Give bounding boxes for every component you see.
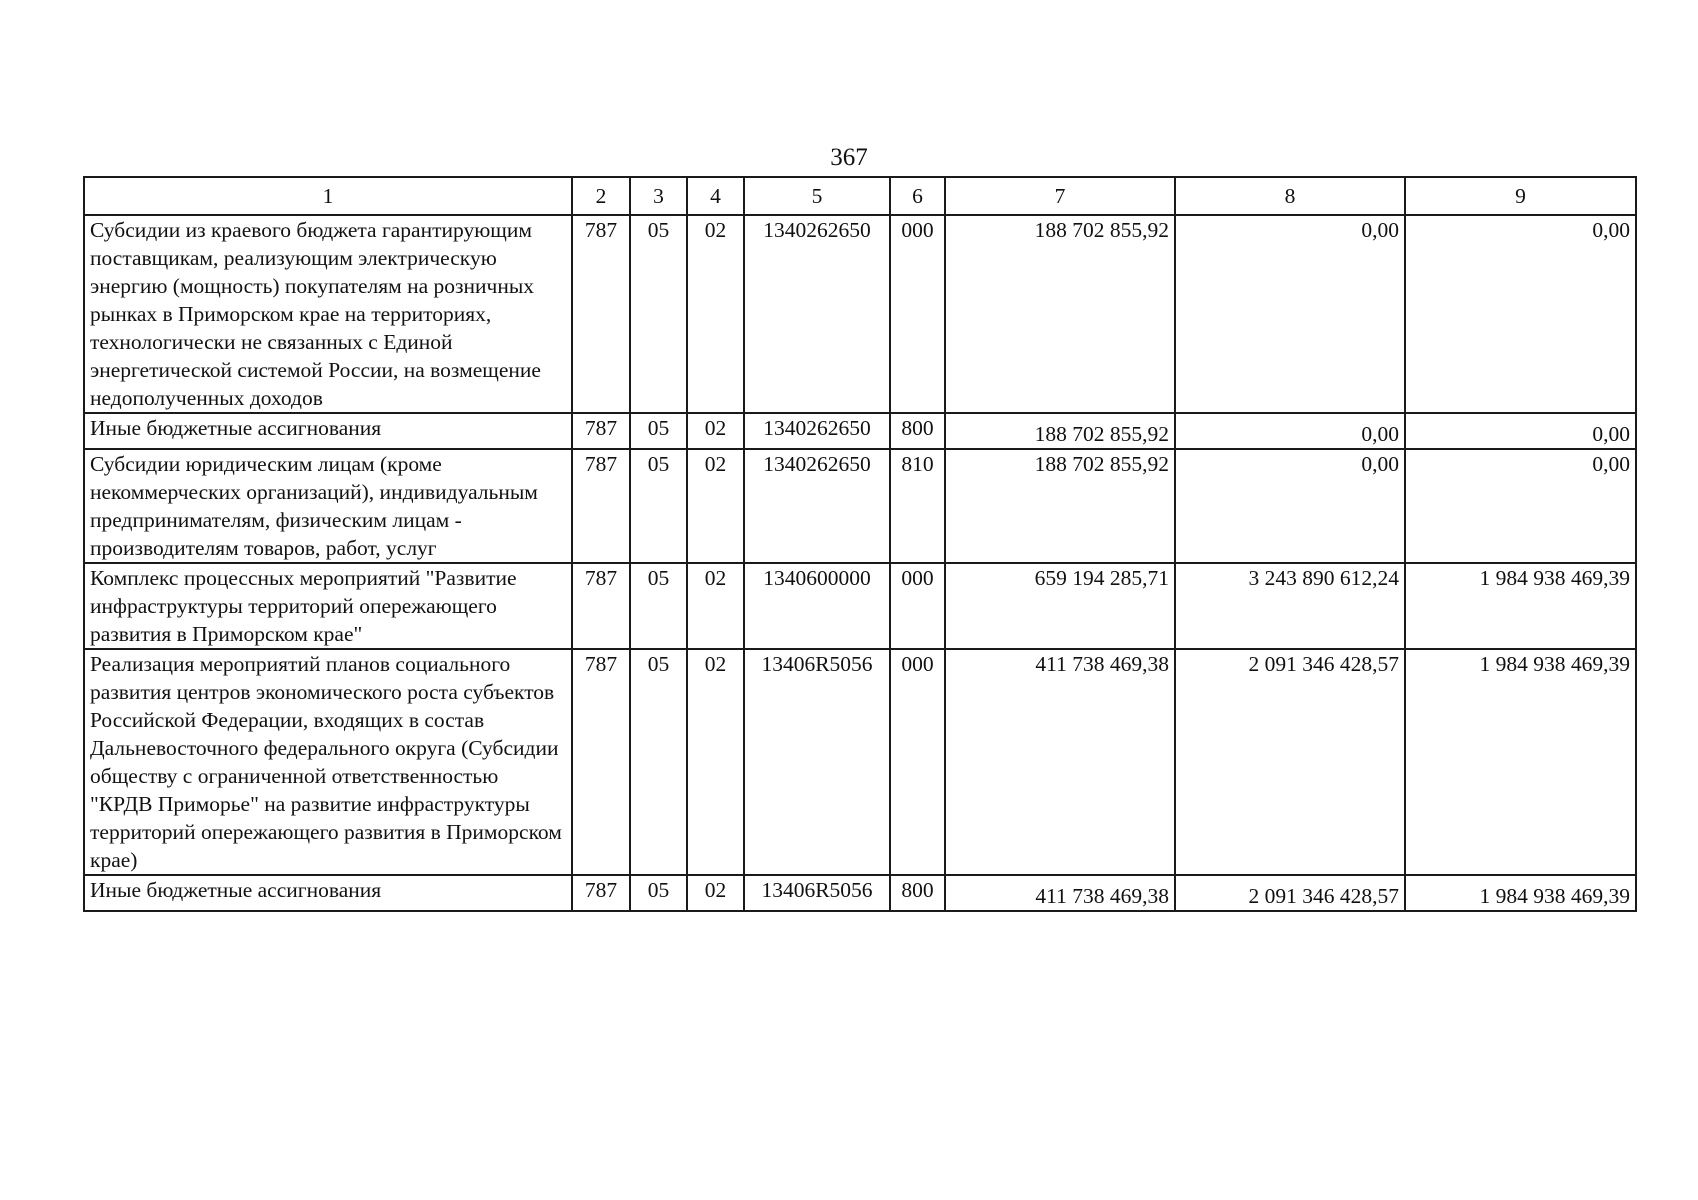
cell-subsection-code: 02 [687, 449, 744, 563]
column-header-3: 3 [630, 177, 687, 215]
cell-section-code: 05 [630, 649, 687, 875]
cell-ministry-code: 787 [572, 449, 630, 563]
cell-target-article: 1340600000 [744, 563, 890, 649]
row-name: Иные бюджетные ассигнования [84, 413, 572, 449]
cell-expense-type: 810 [890, 449, 945, 563]
cell-amount-col8: 2 091 346 428,57 [1175, 649, 1405, 875]
column-header-8: 8 [1175, 177, 1405, 215]
table-row [84, 215, 1636, 413]
cell-amount-col8: 0,00 [1175, 449, 1405, 563]
cell-ministry-code: 787 [572, 649, 630, 875]
cell-ministry-code: 787 [572, 413, 630, 449]
cell-amount-col9: 1 984 938 469,39 [1405, 649, 1636, 875]
cell-subsection-code: 02 [687, 563, 744, 649]
cell-amount-col7: 188 702 855,92 [945, 413, 1175, 449]
column-header-6: 6 [890, 177, 945, 215]
cell-expense-type: 800 [890, 875, 945, 911]
cell-section-code: 05 [630, 449, 687, 563]
cell-section-code: 05 [630, 875, 687, 911]
cell-section-code: 05 [630, 413, 687, 449]
cell-amount-col7: 188 702 855,92 [945, 215, 1175, 413]
table-row [84, 875, 1636, 911]
cell-amount-col8: 2 091 346 428,57 [1175, 875, 1405, 911]
cell-expense-type: 000 [890, 649, 945, 875]
cell-expense-type: 800 [890, 413, 945, 449]
cell-expense-type: 000 [890, 215, 945, 413]
row-name: Иные бюджетные ассигнования [84, 875, 572, 911]
cell-amount-col9: 1 984 938 469,39 [1405, 563, 1636, 649]
row-name: Субсидии из краевого бюджета гарантирующим поставщикам, реализующим электрическую энергию (мощность) покупателям на розничных рынках в Приморском крае на территориях, технологически не связанных с Единой энергетической системой России, на возмещение недополученных доходов [84, 215, 572, 413]
cell-ministry-code: 787 [572, 563, 630, 649]
row-name: Комплекс процессных мероприятий "Развитие инфраструктуры территорий опережающего развития в Приморском крае" [84, 563, 572, 649]
column-header-9: 9 [1405, 177, 1636, 215]
cell-target-article: 13406R5056 [744, 649, 890, 875]
cell-section-code: 05 [630, 563, 687, 649]
column-header-4: 4 [687, 177, 744, 215]
cell-target-article: 1340262650 [744, 413, 890, 449]
table-row [84, 413, 1636, 449]
cell-amount-col7: 188 702 855,92 [945, 449, 1175, 563]
cell-ministry-code: 787 [572, 215, 630, 413]
cell-subsection-code: 02 [687, 215, 744, 413]
table-row [84, 563, 1636, 649]
column-header-2: 2 [572, 177, 630, 215]
cell-target-article: 1340262650 [744, 215, 890, 413]
budget-table [83, 176, 1637, 912]
column-header-1: 1 [84, 177, 572, 215]
cell-amount-col8: 0,00 [1175, 215, 1405, 413]
cell-ministry-code: 787 [572, 875, 630, 911]
cell-amount-col9: 0,00 [1405, 449, 1636, 563]
cell-amount-col8: 0,00 [1175, 413, 1405, 449]
row-name: Реализация мероприятий планов социального развития центров экономического роста субъектов Российской Федерации, входящих в состав Дальневосточного федерального округа (Субсидии обществу с ограниченной ответственностью "КРДВ Приморье" на развитие инфраструктуры территорий опережающего развития в Приморском крае) [84, 649, 572, 875]
page-number: 367 [830, 144, 868, 171]
table-header-row [84, 177, 1636, 215]
cell-amount-col8: 3 243 890 612,24 [1175, 563, 1405, 649]
cell-amount-col7: 411 738 469,38 [945, 649, 1175, 875]
cell-target-article: 13406R5056 [744, 875, 890, 911]
cell-amount-col7: 411 738 469,38 [945, 875, 1175, 911]
cell-amount-col9: 1 984 938 469,39 [1405, 875, 1636, 911]
table-row [84, 449, 1636, 563]
column-header-7: 7 [945, 177, 1175, 215]
row-name: Субсидии юридическим лицам (кроме некоммерческих организаций), индивидуальным предпринимателям, физическим лицам - производителям товаров, работ, услуг [84, 449, 572, 563]
cell-amount-col9: 0,00 [1405, 215, 1636, 413]
cell-amount-col9: 0,00 [1405, 413, 1636, 449]
cell-amount-col7: 659 194 285,71 [945, 563, 1175, 649]
cell-subsection-code: 02 [687, 413, 744, 449]
cell-subsection-code: 02 [687, 649, 744, 875]
cell-subsection-code: 02 [687, 875, 744, 911]
cell-expense-type: 000 [890, 563, 945, 649]
table-row [84, 649, 1636, 875]
cell-target-article: 1340262650 [744, 449, 890, 563]
cell-section-code: 05 [630, 215, 687, 413]
column-header-5: 5 [744, 177, 890, 215]
